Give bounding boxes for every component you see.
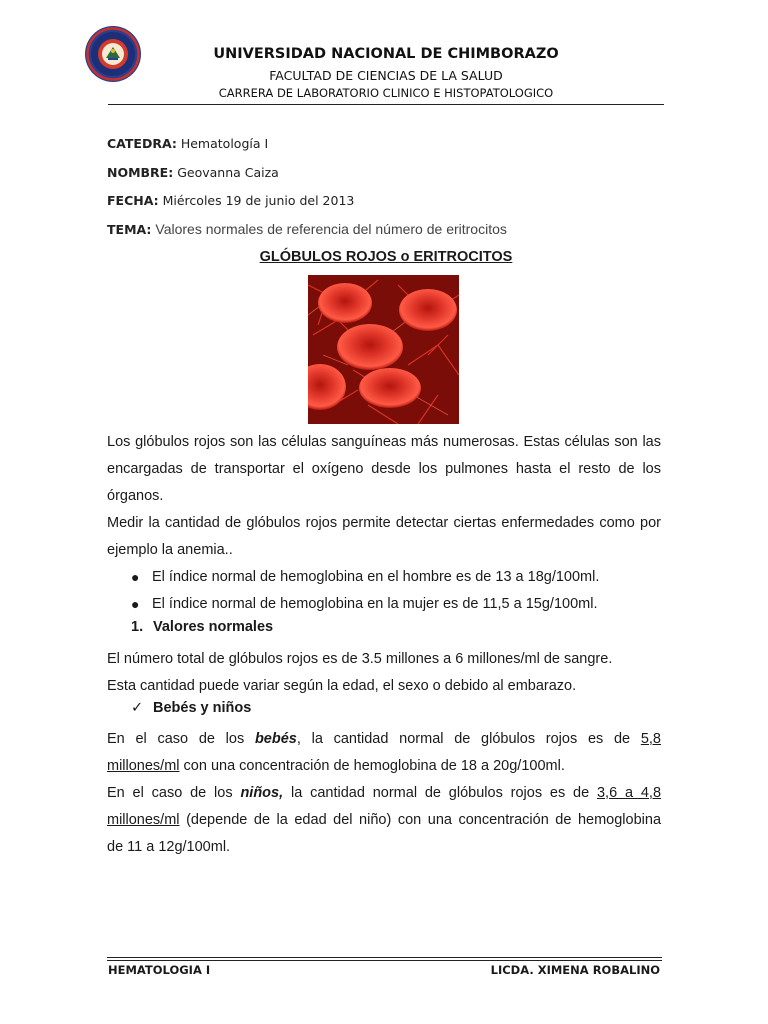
list-item: [107, 591, 661, 618]
value-underlined: 5,8: [640, 731, 662, 747]
university-name: UNIVERSIDAD NACIONAL DE CHIMBORAZO: [213, 46, 559, 62]
tema-field: [107, 221, 507, 237]
red-blood-cells-image: [308, 275, 459, 424]
emphasis-ninos: niños,: [240, 785, 284, 801]
intro-paragraph-end: órganos.: [107, 488, 164, 504]
bebes-line-2: [107, 753, 565, 780]
nombre-label: NOMBRE:: [107, 165, 174, 180]
catedra-label: CATEDRA:: [107, 136, 177, 151]
value-underlined: 3,6 a 4,8: [596, 785, 662, 801]
fecha-label: FECHA:: [107, 193, 159, 208]
list-item-text: El índice normal de hemoglobina en la mujer es de 11,5 a 15g/100ml.: [152, 596, 598, 612]
ninos-line-2: [107, 807, 661, 834]
document-title: GLÓBULOS ROJOS o ERITROCITOS: [259, 249, 513, 265]
footer-divider: [107, 957, 662, 958]
measure-paragraph: [107, 510, 661, 564]
tema-value: Valores normales de referencia del número de eritrocitos: [155, 221, 507, 237]
list-item: [107, 564, 661, 591]
footer-course: HEMATOLOGIA I: [108, 963, 211, 977]
text-segment: la cantidad normal de glóbulos rojos es de: [290, 785, 590, 801]
faculty-name: FACULTAD DE CIENCIAS DE LA SALUD: [269, 68, 503, 83]
tema-label: TEMA:: [107, 222, 152, 237]
footer-divider-thin: [107, 960, 662, 961]
total-count-line: El número total de glóbulos rojos es de 3.5 millones a 6 millones/ml de sangre.: [107, 651, 613, 667]
fecha-value: Miércoles 19 de junio del 2013: [162, 193, 355, 208]
fecha-field: [107, 193, 354, 208]
section-number: 1.: [131, 619, 144, 635]
ninos-line-3: de 11 a 12g/100ml.: [107, 839, 231, 855]
unit-underlined: millones/ml: [107, 758, 180, 774]
list-item-text: El índice normal de hemoglobina en el hombre es de 13 a 18g/100ml.: [152, 569, 600, 585]
section-heading: [131, 619, 273, 635]
unit-underlined: millones/ml: [107, 812, 180, 828]
catedra-field: [107, 136, 268, 151]
nombre-field: [107, 165, 279, 180]
text-segment: (depende de la edad del niño) con una concentración de hemoglobina: [186, 812, 662, 828]
career-name: CARRERA DE LABORATORIO CLINICO E HISTOPATOLOGICO: [218, 86, 554, 100]
text-segment: En el caso de los: [107, 785, 233, 801]
header-divider: [108, 104, 664, 105]
measure-paragraph-text: Medir la cantidad de glóbulos rojos permite detectar ciertas enfermedades como: [107, 515, 635, 531]
variation-line: Esta cantidad puede variar según la edad, el sexo o debido al embarazo.: [107, 678, 577, 694]
emphasis-bebes: bebés: [254, 731, 297, 747]
bullet-icon: ●: [131, 569, 140, 585]
footer-teacher: LICDA. XIMENA ROBALINO: [490, 963, 660, 977]
catedra-value: Hematología I: [180, 136, 269, 151]
intro-paragraph: [107, 429, 661, 510]
intro-paragraph-text: Los glóbulos rojos son las células sanguíneas más numerosas. Estas células son las encargadas de transportar el oxígeno desde los pulmones hasta el resto de los: [107, 434, 661, 477]
text-segment: , la cantidad normal de glóbulos rojos es de: [296, 731, 631, 747]
subsection-heading: [131, 700, 251, 716]
text-segment: con una concentración de hemoglobina de 18 a 20g/100ml.: [183, 758, 565, 774]
measure-paragraph-end: por ejemplo la anemia..: [107, 515, 662, 558]
checkmark-icon: ✓: [131, 700, 144, 716]
bebes-line: [107, 726, 661, 753]
ninos-line: [107, 780, 661, 807]
subsection-title: Bebés y niños: [153, 700, 252, 716]
bullet-icon: ●: [131, 596, 140, 612]
nombre-value: Geovanna Caiza: [177, 165, 279, 180]
section-title: Valores normales: [153, 619, 274, 635]
text-segment: En el caso de los: [107, 731, 245, 747]
